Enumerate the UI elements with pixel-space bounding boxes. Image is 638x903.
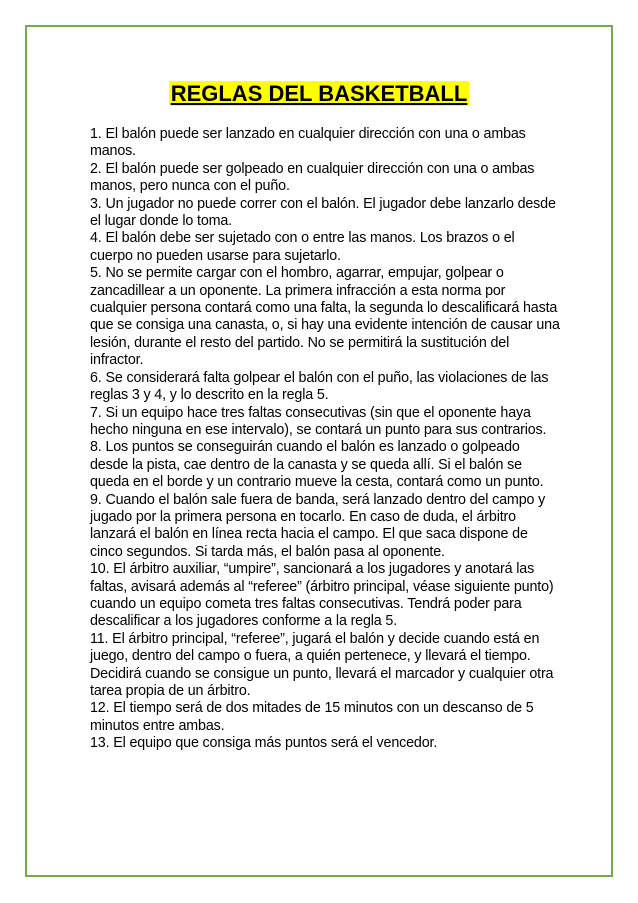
rule-item-4: 4. El balón debe ser sujetado con o entre las manos. Los brazos o el cuerpo no pueden usarse para sujetarlo. [90, 230, 515, 264]
rule-item-10: 10. El árbitro auxiliar, “umpire”, sancionará a los jugadores y anotará las faltas, avisará además al “referee” (árbitro principal, véase siguiente punto) cuando un equipo cometa tres faltas consecutivas. Tendrá poder para descalificar a los jugadores conforme a la regla 5. [90, 561, 554, 630]
rule-item-8: 8. Los puntos se conseguirán cuando el balón es lanzado o golpeado desde la pista, cae dentro de la canasta y se queda allí. Si el balón se queda en el borde y un contrario mueve la cesta, contará como un punto. [90, 439, 544, 491]
rule-item-13: 13. El equipo que consiga más puntos será el vencedor. [90, 735, 438, 752]
document-title [0, 80, 638, 108]
rule-item-5: 5. No se permite cargar con el hombro, agarrar, empujar, golpear o zancadillear a un oponente. La primera infracción a esta norma por cualquier persona contará como una falta, la segunda lo descalificará hasta que se consiga una canasta, o, si hay una evidente intención de causar una lesión, durante el resto del partido. No se permitirá la sustitución del infractor. [90, 265, 560, 369]
rule-item-1: 1. El balón puede ser lanzado en cualquier dirección con una o ambas manos. [90, 126, 526, 160]
rule-item-11: 11. El árbitro principal, “referee”, jugará el balón y decide cuando está en juego, dentro del campo o fuera, a quién pertenece, y llevará el tiempo. Decidirá cuando se consigue un punto, llevará el marcador y cualquier otra tarea propia de un árbitro. [90, 630, 554, 699]
rule-item-6: 6. Se considerará falta golpear el balón con el puño, las violaciones de las reglas 3 y 4, y lo descrito en la regla 5. [90, 369, 549, 404]
rules-list [90, 126, 560, 753]
rule-item-7: 7. Si un equipo hace tres faltas consecutivas (sin que el oponente haya hecho ninguna en ese intervalo), se contará un punto para sus contrarios. [90, 404, 547, 438]
rule-item-2: 2. El balón puede ser golpeado en cualquier dirección con una o ambas manos, pero nunca con el puño. [90, 160, 535, 195]
rule-item-12: 12. El tiempo será de dos mitades de 15 minutos con un descanso de 5 minutos entre ambas. [90, 700, 534, 734]
document-title-text: REGLAS DEL BASKETBALL [170, 81, 468, 106]
rule-item-9: 9. Cuando el balón sale fuera de banda, será lanzado dentro del campo y jugado por la primera persona en tocarlo. En caso de duda, el árbitro lanzará el balón en línea recta hacia el campo. El que saca dispone de cinco segundos. Si tarda más, el balón pasa al oponente. [90, 491, 546, 560]
rule-item-3: 3. Un jugador no puede correr con el balón. El jugador debe lanzarlo desde el lugar donde lo toma. [90, 195, 556, 230]
